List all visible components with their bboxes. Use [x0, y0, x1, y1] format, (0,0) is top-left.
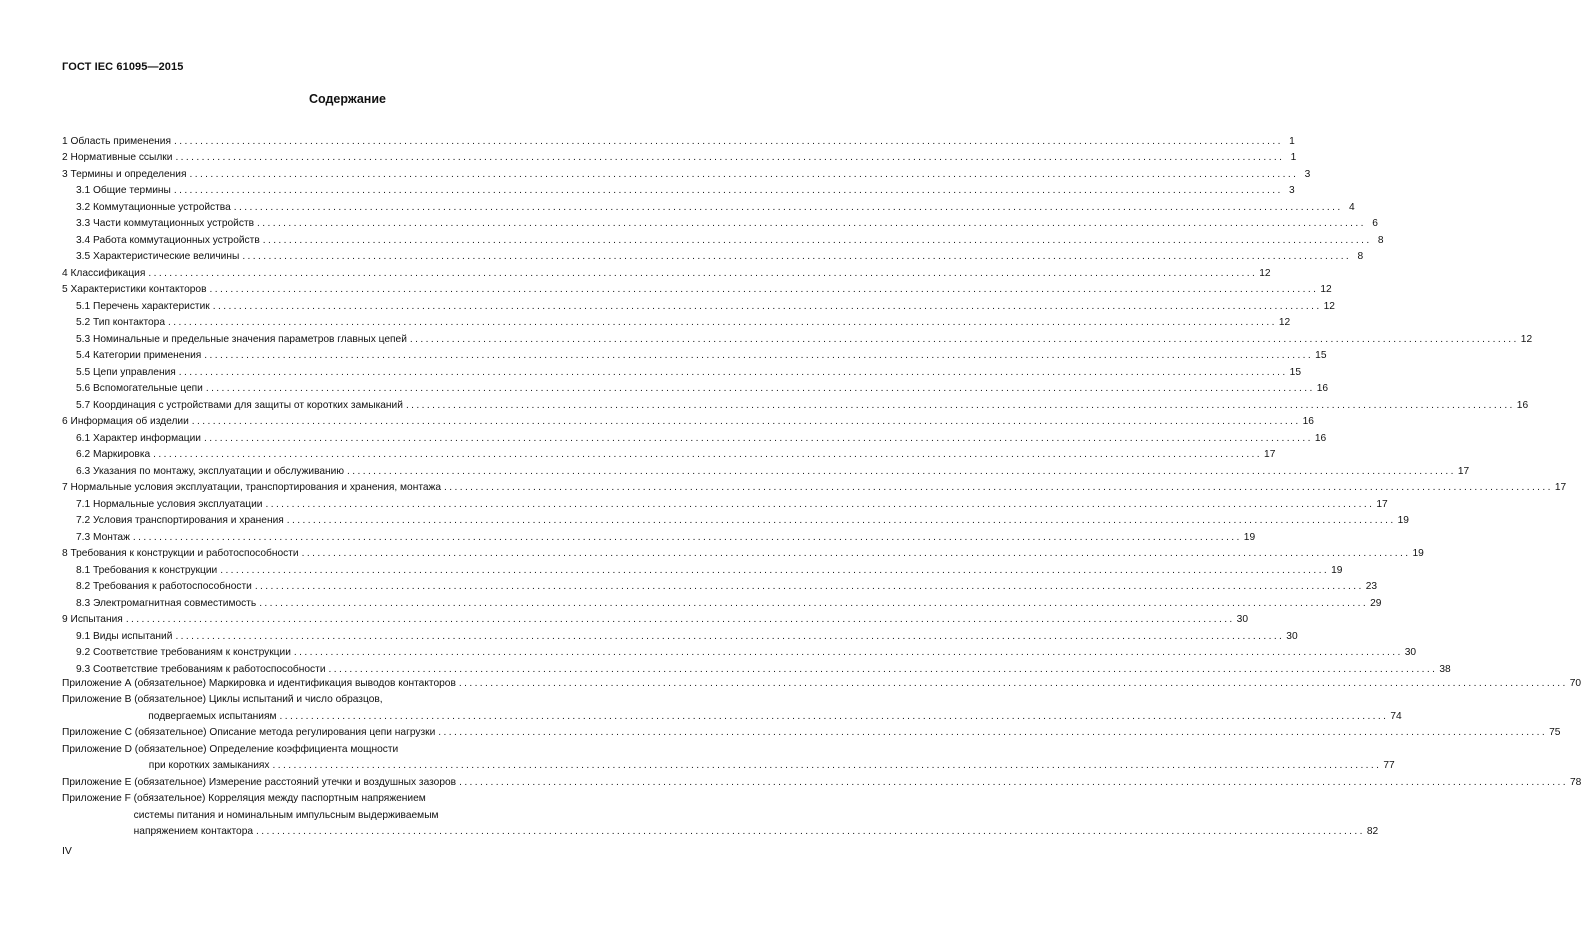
toc-entry-6-3[interactable]: 6.3 Указания по монтажу, эксплуатации и обслуживанию .................................................................................................................................................................................................................... 17 [76, 465, 1470, 477]
leader-dots: .................................................................................................................................................................................................................... [233, 201, 1343, 213]
leader-dots: .................................................................................................................................................................................................................... [438, 727, 1548, 738]
page-number: IV [62, 845, 72, 857]
toc-entry-9[interactable]: 9 Испытания .................................................................................................................................................................................................................... 30 [62, 614, 1249, 625]
toc-entry-9-1[interactable]: 9.1 Виды испытаний .................................................................................................................................................................................................................... 30 [76, 630, 1298, 642]
leader-dots: .................................................................................................................................................................................................................... [148, 267, 1258, 279]
leader-dots: .................................................................................................................................................................................................................... [191, 416, 1301, 427]
leader-dots: .................................................................................................................................................................................................................... [458, 677, 1568, 689]
toc-annex-d[interactable]: Приложение D (обязательное) Определение коэффициента мощности при коротких замыканиях .................................................................................................................................................................................................................... 77 [62, 742, 599, 775]
leader-dots: .................................................................................................................................................................................................................... [173, 185, 1283, 196]
toc-entry-7[interactable]: 7 Нормальные условия эксплуатации, транспортирования и хранения, монтажа .................................................................................................................................................................................................................... 17 [62, 482, 1567, 493]
leader-dots: .................................................................................................................................................................................................................... [220, 564, 1330, 576]
leader-dots: .................................................................................................................................................................................................................... [175, 630, 1285, 642]
toc-entry-6-1[interactable]: 6.1 Характер информации .................................................................................................................................................................................................................... 16 [76, 432, 1327, 444]
toc-entry-6-2[interactable]: 6.2 Маркировка .................................................................................................................................................................................................................... 17 [76, 449, 1276, 460]
leader-dots: .................................................................................................................................................................................................................... [459, 776, 1568, 788]
leader-dots: .................................................................................................................................................................................................................... [262, 234, 1372, 246]
leader-dots: .................................................................................................................................................................................................................... [293, 647, 1403, 658]
toc-entry-3-4[interactable]: 3.4 Работа коммутационных устройств .................................................................................................................................................................................................................... 8 [76, 234, 1384, 246]
toc-annex-b[interactable]: Приложение В (обязательное) Циклы испытаний и число образцов, подвергаемых испытаниям .................................................................................................................................................................................................................... 74 [62, 692, 599, 725]
leader-dots: .................................................................................................................................................................................................................... [212, 300, 1322, 312]
toc-entry-1[interactable]: 1 Область применения .................................................................................................................................................................................................................... 1 [62, 135, 1295, 147]
leader-dots: .................................................................................................................................................................................................................... [173, 135, 1283, 147]
leader-dots: .................................................................................................................................................................................................................... [242, 251, 1352, 262]
toc-entry-4[interactable]: 4 Классификация .................................................................................................................................................................................................................... 12 [62, 267, 1271, 279]
leader-dots: .................................................................................................................................................................................................................... [265, 498, 1375, 510]
toc-entry-5-5[interactable]: 5.5 Цепи управления .................................................................................................................................................................................................................... 15 [76, 366, 1301, 378]
leader-dots: .................................................................................................................................................................................................................... [347, 465, 1456, 477]
leader-dots: .................................................................................................................................................................................................................... [409, 333, 1519, 345]
leader-dots: .................................................................................................................................................................................................................... [254, 581, 1364, 592]
toc-entry-9-2[interactable]: 9.2 Соответствие требованиям к конструкции .................................................................................................................................................................................................................... 30 [76, 647, 1417, 658]
leader-dots: .................................................................................................................................................................................................................... [259, 597, 1369, 609]
toc-entry-8[interactable]: 8 Требования к конструкции и работоспособности .................................................................................................................................................................................................................... 19 [62, 548, 1424, 559]
table-of-contents [62, 131, 1581, 841]
toc-entry-8-3[interactable]: 8.3 Электромагнитная совместимость .................................................................................................................................................................................................................... 29 [76, 597, 1382, 609]
leader-dots: .................................................................................................................................................................................................................... [189, 168, 1299, 180]
toc-entry-7-2[interactable]: 7.2 Условия транспортирования и хранения .................................................................................................................................................................................................................... 19 [76, 515, 1409, 526]
page-title: Содержание [308, 92, 386, 106]
leader-dots: .................................................................................................................................................................................................................... [125, 614, 1235, 625]
toc-entry-5-3[interactable]: 5.3 Номинальные и предельные значения параметров главных цепей .................................................................................................................................................................................................................... 12 [76, 333, 1533, 345]
leader-dots: .................................................................................................................................................................................................................... [405, 399, 1515, 411]
toc-annex-f[interactable]: Приложение F (обязательное) Корреляция между паспортным напряжением системы питания и номинальным импульсным выдерживаемым напряжением контактора .................................................................................................................................................................................................................... 82 [62, 791, 599, 841]
leader-dots: .................................................................................................................................................................................................................... [178, 366, 1288, 378]
leader-dots: .................................................................................................................................................................................................................... [132, 531, 1242, 543]
leader-dots: .................................................................................................................................................................................................................... [204, 432, 1313, 444]
toc-entry-5[interactable]: 5 Характеристики контакторов .................................................................................................................................................................................................................... 12 [62, 284, 1332, 295]
toc-entry-3-5[interactable]: 3.5 Характеристические величины .................................................................................................................................................................................................................... 8 [76, 251, 1364, 262]
toc-entry-2[interactable]: 2 Нормативные ссылки .................................................................................................................................................................................................................... 1 [62, 152, 1297, 163]
toc-entry-5-7[interactable]: 5.7 Координация с устройствами для защиты от коротких замыканий .................................................................................................................................................................................................................... 16 [76, 399, 1529, 411]
toc-entry-5-6[interactable]: 5.6 Вспомогательные цепи .................................................................................................................................................................................................................... 16 [76, 383, 1329, 394]
toc-entry-3-2[interactable]: 3.2 Коммутационные устройства .................................................................................................................................................................................................................... 4 [76, 201, 1355, 213]
toc-annex-c[interactable]: Приложение С (обязательное) Описание метода регулирования цепи нагрузки .................................................................................................................................................................................................................... 75 [62, 725, 599, 742]
leader-dots: .................................................................................................................................................................................................................... [328, 663, 1438, 675]
leader-dots: .................................................................................................................................................................................................................... [272, 760, 1382, 771]
toc-entry-5-4[interactable]: 5.4 Категории применения .................................................................................................................................................................................................................... 15 [76, 350, 1327, 361]
standard-designation: ГОСТ IEC 61095—2015 [62, 61, 184, 73]
toc-entry-3-1[interactable]: 3.1 Общие термины .................................................................................................................................................................................................................... 3 [76, 185, 1295, 196]
toc-annex-a[interactable]: Приложение А (обязательное) Маркировка и идентификация выводов контакторов .................................................................................................................................................................................................................... 70 [62, 676, 599, 693]
leader-dots: .................................................................................................................................................................................................................... [257, 218, 1366, 229]
leader-dots: .................................................................................................................................................................................................................... [286, 515, 1396, 526]
leader-dots: .................................................................................................................................................................................................................... [209, 284, 1319, 295]
leader-dots: .................................................................................................................................................................................................................... [168, 317, 1277, 328]
leader-dots: .................................................................................................................................................................................................................... [256, 826, 1365, 837]
toc-entry-3-3[interactable]: 3.3 Части коммутационных устройств .................................................................................................................................................................................................................... 6 [76, 218, 1378, 229]
toc-entry-5-1[interactable]: 5.1 Перечень характеристик .................................................................................................................................................................................................................... 12 [76, 300, 1335, 312]
leader-dots: .................................................................................................................................................................................................................... [153, 449, 1263, 460]
toc-entry-7-3[interactable]: 7.3 Монтаж .................................................................................................................................................................................................................... 19 [76, 531, 1256, 543]
toc-entry-8-1[interactable]: 8.1 Требования к конструкции .................................................................................................................................................................................................................... 19 [76, 564, 1343, 576]
toc-entry-5-2[interactable]: 5.2 Тип контактора .................................................................................................................................................................................................................... 12 [76, 317, 1291, 328]
toc-entry-7-1[interactable]: 7.1 Нормальные условия эксплуатации .................................................................................................................................................................................................................... 17 [76, 498, 1388, 510]
leader-dots: .................................................................................................................................................................................................................... [205, 383, 1315, 394]
toc-entry-9-3[interactable]: 9.3 Соответствие требованиям к работоспособности .................................................................................................................................................................................................................... 38 [76, 663, 1451, 675]
leader-dots: .................................................................................................................................................................................................................... [279, 710, 1389, 722]
toc-entry-6[interactable]: 6 Информация об изделии .................................................................................................................................................................................................................... 16 [62, 416, 1314, 427]
leader-dots: .................................................................................................................................................................................................................... [301, 548, 1411, 559]
toc-entry-8-2[interactable]: 8.2 Требования к работоспособности .................................................................................................................................................................................................................... 23 [76, 581, 1378, 592]
leader-dots: .................................................................................................................................................................................................................... [444, 482, 1553, 493]
toc-annex-e[interactable]: Приложение Е (обязательное) Измерение расстояний утечки и воздушных зазоров .................................................................................................................................................................................................................... 78 [62, 775, 599, 792]
leader-dots: .................................................................................................................................................................................................................... [204, 350, 1314, 361]
leader-dots: .................................................................................................................................................................................................................... [175, 152, 1285, 163]
toc-entry-3[interactable]: 3 Термины и определения .................................................................................................................................................................................................................... 3 [62, 168, 1311, 180]
